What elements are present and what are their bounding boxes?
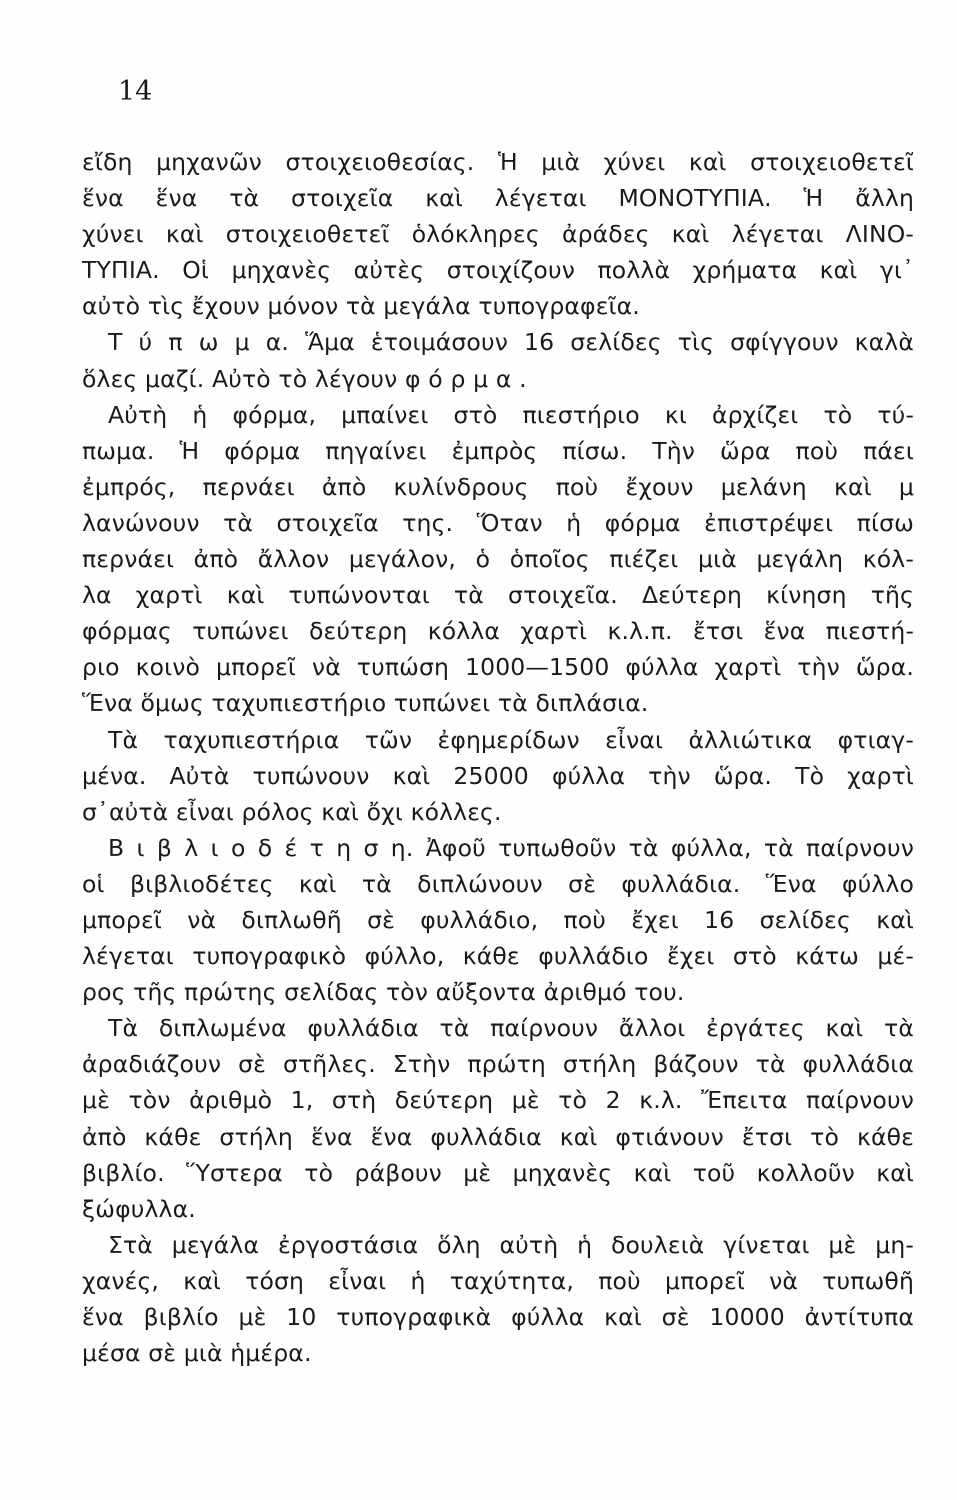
text-line: σ᾽αὐτὰ εἶναι ρόλος καὶ ὄχι κόλλες. — [82, 797, 502, 826]
text-line: λα χαρτὶ καὶ τυπώνονται τὰ στοιχεῖα. Δεύτερη κίνηση τῆς — [82, 581, 914, 610]
text-line: ἕνα ἕνα τὰ στοιχεῖα καὶ λέγεται ΜΟΝΟΤΥΠΙΑ. Ἡ ἄλλη — [82, 184, 914, 213]
text-line: λανώνουν τὰ στοιχεῖα της. Ὅταν ἡ φόρμα ἐπιστρέψει πίσω — [82, 508, 914, 537]
text-line: εἴδη μηχανῶν στοιχειοθεσίας. Ἡ μιὰ χύνει καὶ στοιχειοθετεῖ — [82, 148, 914, 176]
page-number: 14 — [118, 76, 153, 107]
text-line: Ἕνα ὅμως ταχυπιεστήριο τυπώνει τὰ διπλάσια. — [82, 689, 649, 718]
text-line: μὲ τὸν ἀριθμὸ 1, στὴ δεύτερη μὲ τὸ 2 κ.λ. Ἔπειτα παίρνουν — [82, 1086, 914, 1115]
text-line: Τὰ διπλωμένα φυλλάδια τὰ παίρνουν ἄλλοι ἐργάτες καὶ τὰ — [108, 1014, 914, 1043]
text-line: Τὰ ταχυπιεστήρια τῶν ἐφημερίδων εἶναι ἀλλιώτικα φτιαγ- — [108, 725, 914, 754]
text-line: ὅλες μαζί. Αὐτὸ τὸ λέγουν φ ό ρ μ α . — [82, 364, 527, 393]
text-line: Στὰ μεγάλα ἐργοστάσια ὅλη αὐτὴ ἡ δουλειὰ γίνεται μὲ μη- — [108, 1230, 914, 1259]
text-line: φόρμας τυπώνει δεύτερη κόλλα χαρτὶ κ.λ.π. ἔτσι ἕνα πιεστή- — [82, 617, 914, 646]
text-line: λέγεται τυπογραφικὸ φύλλο, κάθε φυλλάδιο ἔχει στὸ κάτω μέ- — [82, 942, 914, 971]
text-line: ἀραδιάζουν σὲ στῆλες. Στὴν πρώτη στήλη βάζουν τὰ φυλλάδια — [82, 1050, 914, 1079]
text-line: ἕνα βιβλίο μὲ 10 τυπογραφικὰ φύλλα καὶ σὲ 10000 ἀντίτυπα — [82, 1303, 914, 1331]
text-line: Β ι β λ ι ο δ έ τ η σ η. Ἀφοῦ τυπωθοῦν τὰ φύλλα, τὰ παίρνουν — [108, 833, 914, 862]
text-line: ξώφυλλα. — [82, 1194, 196, 1223]
text-line: βιβλίο. Ὕστερα τὸ ράβουν μὲ μηχανὲς καὶ τοῦ κολλοῦν καὶ — [82, 1158, 914, 1187]
text-line: πωμα. Ἡ φόρμα πηγαίνει ἐμπρὸς πίσω. Τὴν ὥρα ποὺ πάει — [82, 436, 914, 465]
text-line: χύνει καὶ στοιχειοθετεῖ ὁλόκληρες ἀράδες καὶ λέγεται ΛΙΝΟ- — [82, 220, 914, 249]
text-line: ΤΥΠΙΑ. Οἱ μηχανὲς αὐτὲς στοιχίζουν πολλὰ χρήματα καὶ γι᾽ — [82, 256, 914, 285]
text-line: μέσα σὲ μιὰ ἡμέρα. — [82, 1339, 312, 1368]
text-line: ρος τῆς πρώτης σελίδας τὸν αὔξοντα ἀριθμό του. — [82, 978, 685, 1007]
text-line: Τ ύ π ω μ α. Ἅμα ἑτοιμάσουν 16 σελίδες τὶς σφίγγουν καλὰ — [108, 328, 914, 357]
text-line: χανές, καὶ τόση εἶναι ἡ ταχύτητα, ποὺ μπορεῖ νὰ τυπωθῆ — [82, 1266, 914, 1295]
text-line: οἱ βιβλιοδέτες καὶ τὰ διπλώνουν σὲ φυλλάδια. Ἕνα φύλλο — [82, 869, 914, 898]
text-line: μένα. Αὐτὰ τυπώνουν καὶ 25000 φύλλα τὴν ὥρα. Τὸ χαρτὶ — [82, 761, 914, 790]
text-line: μπορεῖ νὰ διπλωθῆ σὲ φυλλάδιο, ποὺ ἔχει 16 σελίδες καὶ — [82, 905, 914, 934]
text-line: αὐτὸ τὶς ἔχουν μόνον τὰ μεγάλα τυπογραφεῖα. — [82, 292, 640, 321]
text-line: ριο κοινὸ μπορεῖ νὰ τυπώση 1000—1500 φύλλα χαρτὶ τὴν ὥρα. — [82, 653, 914, 682]
text-line: ἐμπρός, περνάει ἀπὸ κυλίνδρους ποὺ ἔχουν μελάνη καὶ μ — [82, 472, 914, 501]
text-line: Αὐτὴ ἡ φόρμα, μπαίνει στὸ πιεστήριο κι ἀρχίζει τὸ τύ- — [108, 400, 914, 429]
body-text — [82, 144, 914, 1371]
text-line: περνάει ἀπὸ ἄλλον μεγάλον, ὁ ὁποῖος πιέζει μιὰ μεγάλη κόλ- — [82, 545, 914, 574]
text-line: ἀπὸ κάθε στήλη ἕνα ἕνα φυλλάδια καὶ φτιάνουν ἔτσι τὸ κάθε — [82, 1122, 914, 1151]
